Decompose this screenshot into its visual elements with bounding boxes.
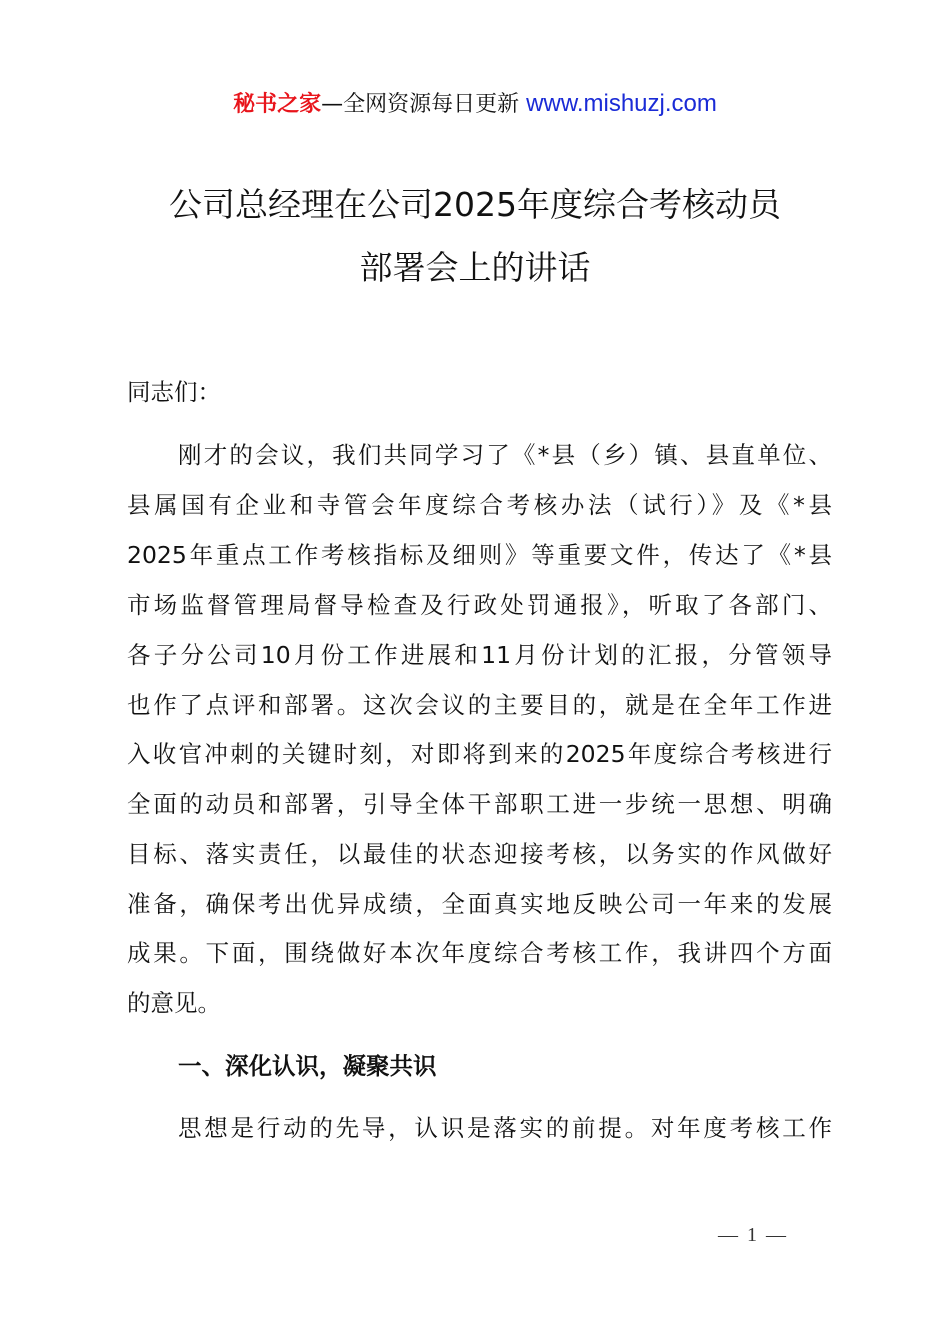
section-heading: 一、深化认识，凝聚共识 (178, 1052, 437, 1080)
paragraph-line: 各子分公司10月份工作进展和11月份计划的汇报，分管领导 (127, 641, 832, 669)
paragraph-line: 成果。下面，围绕做好本次年度综合考核工作，我讲四个方面 (127, 939, 832, 967)
paragraph-line: 2025年重点工作考核指标及细则》等重要文件，传达了《*县 (127, 541, 832, 569)
paragraph-line: 思想是行动的先导，认识是落实的前提。对年度考核工作 (178, 1114, 832, 1142)
document-title-line-2: 部署会上的讲话 (359, 248, 591, 287)
paragraph-line: 目标、落实责任，以最佳的状态迎接考核，以务实的作风做好 (127, 840, 832, 868)
paragraph-line: 也作了点评和部署。这次会议的主要目的，就是在全年工作进 (127, 691, 832, 719)
paragraph-line: 的意见。 (127, 989, 221, 1017)
paragraph-line: 市场监督管理局督导检查及行政处罚通报》，听取了各部门、 (127, 591, 832, 619)
paragraph-line: 刚才的会议，我们共同学习了《*县（乡）镇、县直单位、 (178, 441, 832, 469)
paragraph-line: 全面的动员和部署，引导全体干部职工进一步统一思想、明确 (127, 790, 832, 818)
site-url[interactable]: www.mishuzj.com (526, 90, 717, 117)
salutation: 同志们： (127, 378, 221, 406)
paragraph-line: 县属国有企业和寺管会年度综合考核办法（试行）》及《*县 (127, 491, 832, 519)
document-title-line-1: 公司总经理在公司2025年度综合考核动员 (169, 185, 781, 224)
slogan: —全网资源每日更新 (321, 92, 527, 117)
paragraph-line: 准备，确保考出优异成绩，全面真实地反映公司一年来的发展 (127, 890, 832, 918)
brand-name: 秘书之家 (233, 92, 322, 117)
paragraph-line: 入收官冲刺的关键时刻，对即将到来的2025年度综合考核进行 (127, 740, 832, 768)
site-header (0, 88, 950, 121)
page-number: — 1 — (718, 1224, 788, 1246)
